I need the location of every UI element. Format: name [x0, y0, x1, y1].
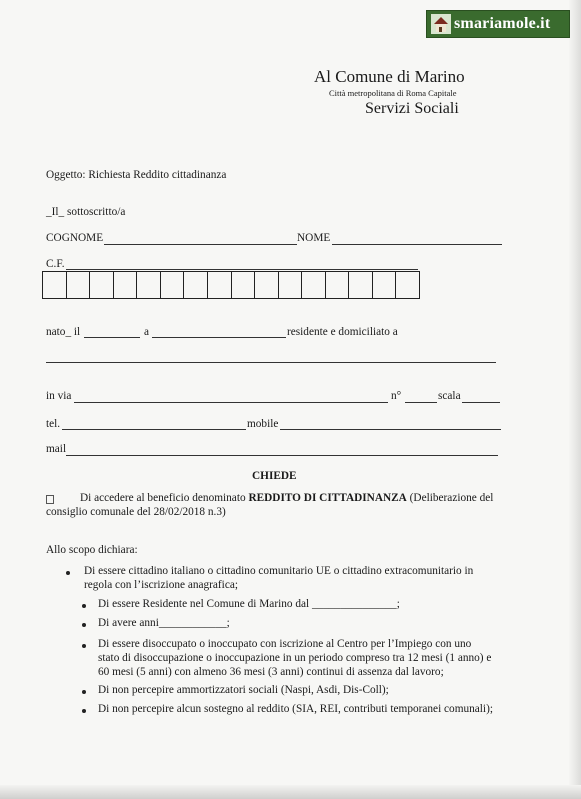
bullet-icon — [82, 690, 86, 694]
recipient-citta-metropolitana: Città metropolitana di Roma Capitale — [329, 88, 457, 98]
residente-label: residente e domiciliato a — [287, 326, 398, 338]
cf-cell[interactable] — [302, 272, 326, 298]
cf-cell[interactable] — [161, 272, 185, 298]
via-field[interactable] — [74, 402, 388, 403]
cf-cell[interactable] — [373, 272, 397, 298]
luogo-label: a — [144, 326, 150, 338]
eta-item: Di avere anni____________; — [98, 617, 230, 629]
richiesta-line-1 — [80, 492, 493, 504]
watermark-text: smariamole.it — [454, 15, 551, 32]
scala-field[interactable] — [462, 402, 500, 403]
cf-cell[interactable] — [232, 272, 256, 298]
sostegno-reddito-item: Di non percepire alcun sostegno al reddito (SIA, REI, contributi temporanei comunali); — [98, 703, 493, 715]
cf-underline — [66, 269, 418, 270]
house-logo-icon — [430, 13, 452, 35]
bullet-icon — [66, 571, 70, 575]
mobile-label: mobile — [247, 418, 279, 430]
cognome-label: COGNOME — [46, 232, 104, 244]
checkbox[interactable] — [46, 495, 54, 504]
codice-fiscale-grid[interactable] — [42, 271, 420, 299]
via-label: in via — [46, 390, 72, 402]
chiede-heading: CHIEDE — [252, 470, 297, 482]
cf-cell[interactable] — [184, 272, 208, 298]
cf-cell[interactable] — [43, 272, 67, 298]
mobile-field[interactable] — [280, 429, 501, 430]
nato-label: nato_ il — [46, 326, 81, 338]
cittadinanza-line-2: regola con l’iscrizione anagrafica; — [84, 579, 238, 591]
sottoscritto-label: _Il_ sottoscritto/a — [46, 206, 126, 218]
nome-label: NOME — [297, 232, 331, 244]
disoccupazione-line-1: Di essere disoccupato o inoccupato con iscrizione al Centro per l’Impiego con uno — [98, 638, 472, 650]
cf-cell[interactable] — [137, 272, 161, 298]
mail-label: mail — [46, 443, 67, 455]
dichiara-heading: Allo scopo dichiara: — [46, 544, 138, 556]
subject-line: Oggetto: Richiesta Reddito cittadinanza — [46, 169, 227, 181]
luogo-nascita-field[interactable] — [152, 337, 286, 338]
numero-field[interactable] — [405, 402, 437, 403]
cf-cell[interactable] — [114, 272, 138, 298]
richiesta-line-2: consiglio comunale del 28/02/2018 n.3) — [46, 506, 226, 518]
bullet-icon — [82, 604, 86, 608]
bullet-icon — [82, 623, 86, 627]
cf-cell[interactable] — [67, 272, 91, 298]
cf-cell[interactable] — [208, 272, 232, 298]
nome-field[interactable] — [332, 244, 502, 245]
cf-cell[interactable] — [349, 272, 373, 298]
cf-cell[interactable] — [279, 272, 303, 298]
residenza-item: Di essere Residente nel Comune di Marino dal _______________; — [98, 598, 400, 610]
recipient-comune: Al Comune di Marino — [314, 67, 465, 86]
cittadinanza-line-1: Di essere cittadino italiano o cittadino comunitario UE o cittadino extracomunitario in — [84, 565, 474, 577]
richiesta-text-post: (Deliberazione del — [406, 492, 494, 504]
residenza-field[interactable] — [46, 362, 496, 363]
mail-field[interactable] — [66, 455, 498, 456]
tel-label: tel. — [46, 418, 61, 430]
cf-cell[interactable] — [396, 272, 419, 298]
recipient-servizi-sociali: Servizi Sociali — [365, 100, 459, 117]
cognome-field[interactable] — [104, 244, 297, 245]
reddito-cittadinanza-bold: REDDITO DI CITTADINANZA — [248, 492, 407, 504]
page-bottom-shadow — [0, 785, 581, 799]
cf-cell[interactable] — [255, 272, 279, 298]
tel-field[interactable] — [62, 429, 246, 430]
richiesta-text: Di accedere al beneficio denominato — [80, 492, 249, 504]
cf-cell[interactable] — [326, 272, 350, 298]
disoccupazione-line-2: stato di disoccupazione o inoccupazione in un periodo compreso tra 12 mesi (1 anno) e — [98, 652, 492, 664]
numero-label: n° — [391, 390, 402, 402]
data-nascita-field[interactable] — [84, 337, 140, 338]
cf-cell[interactable] — [90, 272, 114, 298]
ammortizzatori-item: Di non percepire ammortizzatori sociali (Naspi, Asdi, Dis-Coll); — [98, 684, 389, 696]
disoccupazione-line-3: 60 mesi (5 anni) con almeno 36 mesi (3 anni) continui di assenza dal lavoro; — [98, 666, 444, 678]
bullet-icon — [82, 644, 86, 648]
page-edge-shadow — [569, 0, 581, 799]
scala-label: scala — [438, 390, 461, 402]
watermark-logo — [426, 10, 570, 38]
bullet-icon — [82, 709, 86, 713]
cf-label: C.F. — [46, 258, 65, 270]
